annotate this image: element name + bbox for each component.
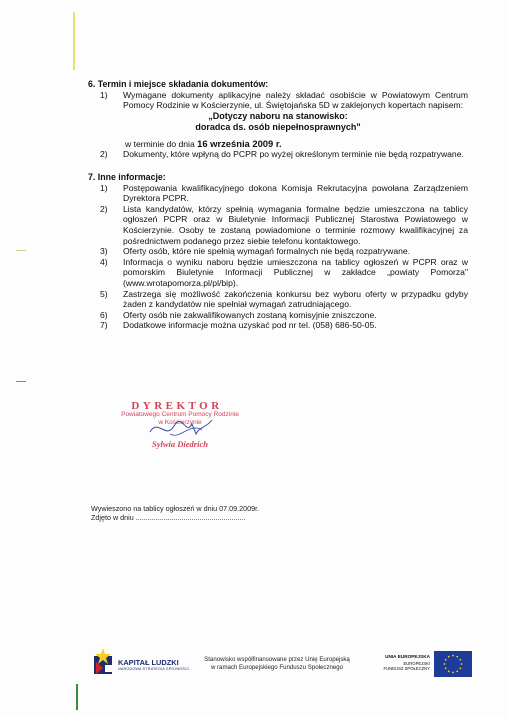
eu-subtitle-line: FUNDUSZ SPOŁECZNY bbox=[383, 666, 430, 672]
removed-date-line: Zdjęto w dniu ....................................................... bbox=[91, 513, 246, 523]
item-number: 5) bbox=[100, 288, 108, 299]
item-text: Postępowania kwalifikacyjnego dokona Komisja Rekrutacyjna powołana Zarządzeniem Dyrektora PCPR. bbox=[123, 182, 468, 204]
list-item bbox=[88, 183, 468, 204]
list-item bbox=[88, 310, 468, 321]
list-item bbox=[88, 320, 468, 331]
handwritten-signature bbox=[140, 414, 220, 442]
item-text: Wymagane dokumenty aplikacyjne należy składać osobiście w Powiatowym Centrum Pomocy Rodzinie w Kościerzynie, ul. Świętojańska 5D w zaklejonych kopertach napisem: bbox=[123, 89, 468, 111]
kapital-ludzki-name: KAPITAŁ LUDZKI bbox=[118, 658, 179, 667]
eu-subtitle bbox=[376, 661, 430, 671]
margin-tick-mark bbox=[16, 381, 26, 382]
stamp-title: DYREKTOR bbox=[131, 400, 223, 412]
item-text: Oferty osób, które nie spełnią wymagań formalnych nie będą rozpatrywane. bbox=[123, 246, 411, 257]
item-text: Informacja o wyniku naboru będzie umieszczona na tablicy ogłoszeń w PCPR oraz w pomorskim Biuletynie Informacji Publicznej w zakładce „powiaty Pomorza" (www.wrotapomorza.pl/pl/bip). bbox=[123, 256, 468, 288]
funding-statement bbox=[202, 656, 352, 671]
item-number: 4) bbox=[100, 256, 108, 267]
eu-star-icon bbox=[448, 656, 450, 658]
funding-footer bbox=[0, 640, 508, 690]
margin-highlight-mark bbox=[73, 12, 75, 70]
eu-star-icon bbox=[456, 656, 458, 658]
item-text: Oferty osób nie zakwalifikowanych zostaną komisyjnie zniszczone. bbox=[123, 309, 377, 320]
eu-star-icon bbox=[452, 655, 454, 657]
deadline-prefix: w terminie do dnia bbox=[125, 138, 195, 149]
funding-line: w ramach Europejskiego Funduszu Społecznego bbox=[210, 663, 344, 671]
stamp-city: w Kościerzynie bbox=[158, 419, 202, 426]
kapital-ludzki-logo-icon bbox=[92, 648, 116, 674]
item-number: 6) bbox=[100, 309, 108, 320]
item-number: 7) bbox=[100, 320, 108, 331]
section-6-title: 6. Termin i miejsce składania dokumentów: bbox=[88, 79, 269, 89]
margin-tick-mark bbox=[16, 250, 26, 251]
eu-star-icon bbox=[445, 659, 447, 661]
list-item bbox=[88, 246, 468, 257]
eu-flag-icon bbox=[434, 651, 472, 677]
quoted-heading bbox=[88, 111, 468, 133]
deadline-line bbox=[88, 139, 468, 150]
list-item bbox=[88, 90, 468, 111]
deadline-date: 16 września 2009 r. bbox=[197, 137, 282, 149]
eu-star-icon bbox=[445, 667, 447, 669]
eu-star-icon bbox=[461, 663, 463, 665]
item-text: Dodatkowe informacje można uzyskać pod nr tel. (058) 686-50-05. bbox=[123, 320, 377, 331]
stamp-organization: Powiatowego Centrum Pomocy Rodzinie bbox=[121, 411, 239, 418]
stamp-name: Sylwia Diedrich bbox=[152, 439, 208, 449]
eu-star-icon bbox=[459, 659, 461, 661]
item-number: 1) bbox=[100, 89, 108, 100]
item-text: Lista kandydatów, którzy spełnią wymagania formalne będzie umieszczona na tablicy ogłoszeń PCPR oraz w Biuletynie Informacji Publicznej Starostwa Powiatowego w Kościerzynie. Osoby te zostaną powiadomione o terminie rozmowy kwalifikacyjnej za pośrednictwem podanego przez siebie telefonu kontaktowego. bbox=[123, 203, 468, 246]
quote-line: „Dotyczy naboru na stanowisko: bbox=[208, 110, 348, 121]
item-number: 3) bbox=[100, 246, 108, 257]
list-item bbox=[88, 149, 468, 160]
list-item bbox=[88, 289, 468, 310]
item-text: Dokumenty, które wpłyną do PCPR po wyżej określonym terminie nie będą rozpatrywane. bbox=[123, 149, 464, 160]
list-item bbox=[88, 204, 468, 246]
eu-title: UNIA EUROPEJSKA bbox=[385, 654, 430, 659]
item-number: 2) bbox=[100, 149, 108, 160]
posted-date-line: Wywieszono na tablicy ogłoszeń w dniu 07.09.2009r. bbox=[91, 504, 260, 513]
posting-note bbox=[91, 504, 259, 523]
section-7-title: 7. Inne informacje: bbox=[88, 171, 166, 182]
item-number: 1) bbox=[100, 182, 108, 193]
eu-star-icon bbox=[444, 663, 446, 665]
item-number: 2) bbox=[100, 203, 108, 214]
director-stamp bbox=[100, 400, 260, 460]
eu-star-icon bbox=[452, 672, 454, 674]
eu-star-icon bbox=[448, 670, 450, 672]
kapital-ludzki-subtitle: NARODOWA STRATEGIA SPÓJNOŚCI bbox=[118, 667, 190, 671]
eu-star-icon bbox=[456, 670, 458, 672]
document-body bbox=[88, 79, 468, 331]
funding-line: Stanowisko współfinansowane przez Unię Europejską bbox=[204, 656, 350, 663]
quote-line: doradca ds. osób niepełnosprawnych" bbox=[195, 121, 361, 132]
item-text: Zastrzega się możliwość zakończenia konkursu bez wyboru oferty w przypadku gdyby żaden z kandydatów nie spełniał wymagań zatrudniającego. bbox=[123, 288, 468, 310]
list-item bbox=[88, 257, 468, 289]
eu-subtitle-line: EUROPEJSKI bbox=[403, 661, 430, 666]
eu-star-icon bbox=[459, 667, 461, 669]
